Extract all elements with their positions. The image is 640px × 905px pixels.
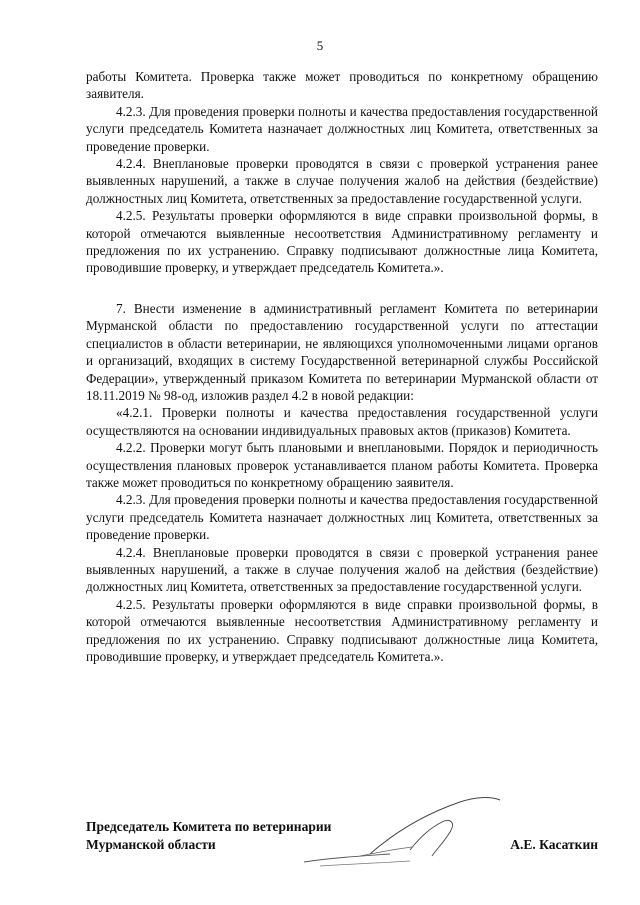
page-number: 5 <box>316 38 324 53</box>
document-body <box>86 68 598 665</box>
handwritten-signature-icon <box>300 792 520 872</box>
paragraph: 4.2.3. Для проведения проверки полноты и качества предоставления государственной услуги председатель Комитета назначает должностных лиц Комитета, ответственных за проведение проверки. <box>86 492 598 543</box>
signer-position-line2: Мурманской области <box>86 837 216 852</box>
paragraph: 7. Внести изменение в административный регламент Комитета по ветеринарии Мурманской области по предоставлению государственной услуги по аттестации специалистов в области ветеринарии, не являющихся уполномоченными лицами органов и организаций, входящих в систему Государственной ветеринарной службы Российской Федерации», утвержденный приказом Комитета по ветеринарии Мурманской области от 18.11.2019 № 98-од, изложив раздел 4.2 в новой редакции: <box>86 300 598 403</box>
paragraph: «4.2.1. Проверки полноты и качества предоставления государственной услуги осуществляются на основании индивидуальных правовых актов (приказов) Комитета. <box>86 405 598 438</box>
paragraph: 4.2.5. Результаты проверки оформляются в виде справки произвольной формы, в которой отмечаются выявленные несоответствия Административному регламенту и предложения по их устранению. Справку подписывают должностные лица Комитета, проводившие проверку, и утверждает председатель Комитета.». <box>86 596 598 664</box>
signer-position <box>86 818 331 854</box>
signer-position-line1: Председатель Комитета по ветеринарии <box>86 819 332 834</box>
paragraph: 4.2.5. Результаты проверки оформляются в виде справки произвольной формы, в которой отмечаются выявленные несоответствия Административному регламенту и предложения по их устранению. Справку подписывают должностные лица Комитета, проводившие проверку, и утверждает председатель Комитета.». <box>86 208 598 276</box>
paragraph: 4.2.2. Проверки могут быть плановыми и внеплановыми. Порядок и периодичность осуществления плановых проверок устанавливается планом работы Комитета. Проверка также может проводиться по конкретному обращению заявителя. <box>86 440 598 490</box>
paragraph: работы Комитета. Проверка также может проводиться по конкретному обращению заявителя. <box>86 69 598 102</box>
paragraph: 4.2.4. Внеплановые проверки проводятся в связи с проверкой устранения ранее выявленных нарушений, а также в случае получения жалоб на действия (бездействие) должностных лиц Комитета, ответственных за предоставление государственной услуги. <box>86 544 598 595</box>
paragraph: 4.2.3. Для проведения проверки полноты и качества предоставления государственной услуги председатель Комитета назначает должностных лиц Комитета, ответственных за проведение проверки. <box>86 103 598 154</box>
signer-name: А.Е. Касаткин <box>510 837 598 852</box>
paragraph: 4.2.4. Внеплановые проверки проводятся в связи с проверкой устранения ранее выявленных нарушений, а также в случае получения жалоб на действия (бездействие) должностных лиц Комитета, ответственных за предоставление государственной услуги. <box>86 156 598 206</box>
